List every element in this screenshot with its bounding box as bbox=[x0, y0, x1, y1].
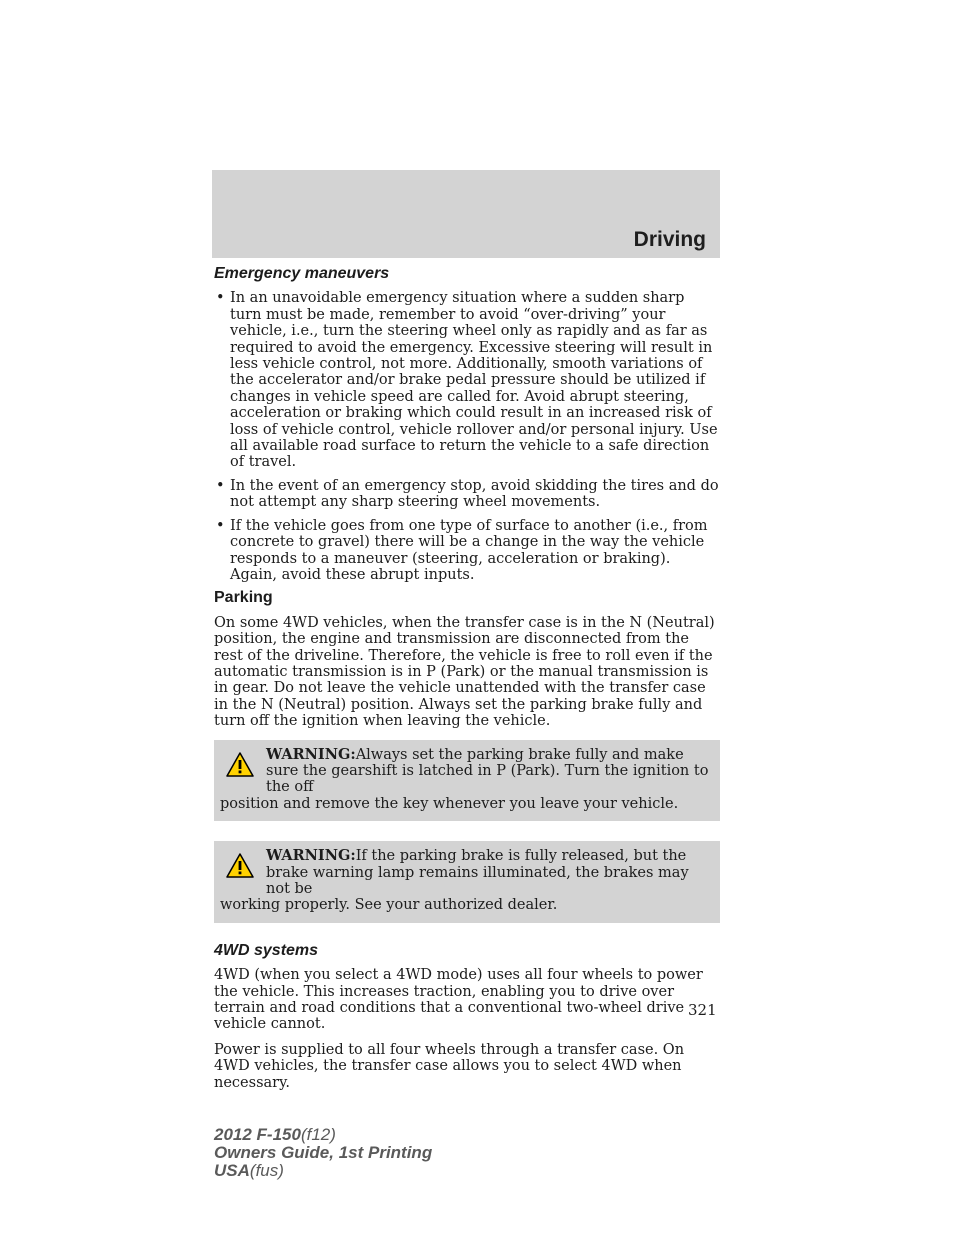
warning-label: WARNING: bbox=[266, 745, 356, 763]
fourwd-paragraph: Power is supplied to all four wheels through a transfer case. On 4WD vehicles, the transfer case allows you to select 4WD when necessary. bbox=[214, 1041, 685, 1091]
heading-parking: Parking bbox=[214, 589, 273, 607]
warning-triangle-icon bbox=[226, 853, 254, 878]
warning-text-continued: working properly. See your authorized dealer. bbox=[220, 897, 558, 914]
bullet-item: • If the vehicle goes from one type of surface to another (i.e., from concrete to gravel) there will be a change in the way the vehicle responds to a maneuver (steering, acceleration or braking). Again, avoid these abrupt inputs. bbox=[214, 518, 720, 584]
bullet-item: • In the event of an emergency stop, avoid skidding the tires and do not attempt any sharp steering wheel movements. bbox=[214, 478, 720, 511]
fourwd-paragraph: 4WD (when you select a 4WD mode) uses all four wheels to power the vehicle. This increases traction, enabling you to drive over terrain and road conditions that a conventional two-wheel drive vehicle cannot. bbox=[214, 967, 703, 1033]
warning-label: WARNING: bbox=[266, 847, 356, 865]
page-number: 321 bbox=[688, 1001, 717, 1019]
heading-4wd-systems: 4WD systems bbox=[214, 941, 319, 959]
warning-box bbox=[214, 740, 720, 822]
warning-text-continued: position and remove the key whenever you leave your vehicle. bbox=[220, 795, 679, 812]
footer-print-info bbox=[214, 1126, 432, 1180]
warning-text: Always set the parking brake fully and make sure the gearshift is latched in P (Park). Turn the ignition to the off bbox=[266, 746, 709, 796]
footer-guide-edition: Owners Guide, 1st Printing bbox=[214, 1143, 433, 1162]
section-header-band bbox=[212, 170, 720, 258]
warning-text: If the parking brake is fully released, but the brake warning lamp remains illuminated, the brakes may not be bbox=[266, 848, 689, 897]
warning-triangle-icon bbox=[226, 752, 254, 777]
parking-paragraph: On some 4WD vehicles, when the transfer case is in the N (Neutral) position, the engine and transmission are disconnected from the rest of the driveline. Therefore, the vehicle is free to roll even if the automatic transmission is in P (Park) or the manual transmission is in gear. Do not leave the vehicle unattended with the transfer case in the N (Neutral) position. Always set the parking brake fully and turn off the ignition when leaving the vehicle. bbox=[214, 614, 715, 730]
bullet-item: • In an unavoidable emergency situation where a sudden sharp turn must be made, remember to avoid “over-driving” your vehicle, i.e., turn the steering wheel only as rapidly and as far as required to avoid the emergency. Excessive steering will result in less vehicle control, not more. Additionally, smooth variations of the accelerator and/or brake pedal pressure should be utilized if changes in vehicle speed are called for. Avoid abrupt steering, acceleration or braking which could result in an increased risk of loss of vehicle control, vehicle rollover and/or personal injury. Use all available road surface to return the vehicle to a safe direction of travel. bbox=[214, 290, 720, 470]
footer-market-code: (fus) bbox=[249, 1161, 284, 1180]
emergency-bullet-list bbox=[214, 290, 720, 583]
section-title: Driving bbox=[633, 228, 706, 251]
warning-box bbox=[214, 841, 720, 923]
page-content bbox=[214, 266, 720, 1100]
heading-emergency-maneuvers: Emergency maneuvers bbox=[214, 265, 390, 282]
footer-market: USA bbox=[214, 1161, 250, 1180]
footer-model: 2012 F-150 bbox=[214, 1125, 301, 1144]
footer-model-code: (f12) bbox=[300, 1125, 336, 1144]
